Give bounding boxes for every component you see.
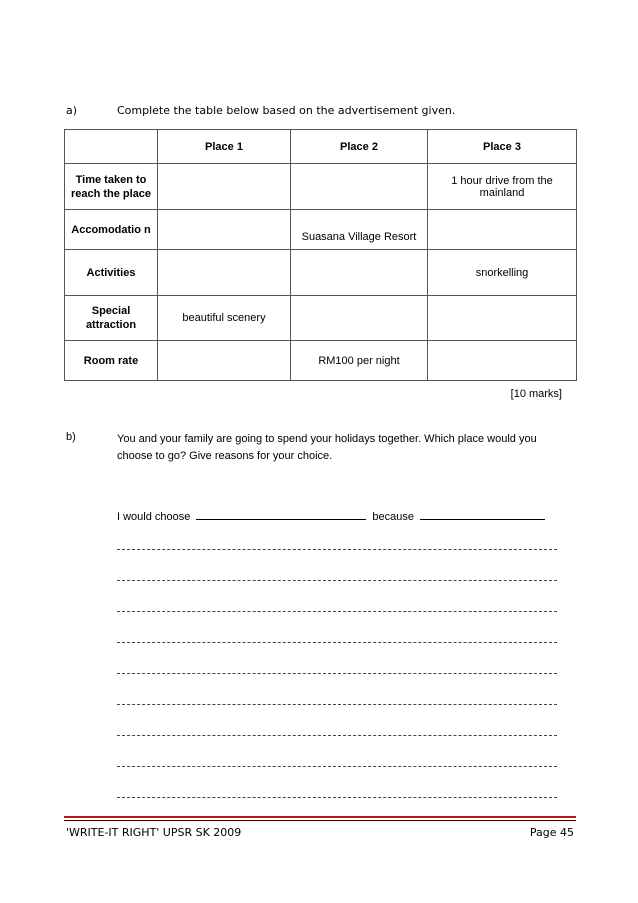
table-header-place-3: Place 3	[428, 130, 577, 164]
table-row	[65, 210, 577, 250]
table-cell	[291, 250, 428, 296]
table-cell	[428, 341, 577, 381]
writing-line[interactable]	[117, 673, 557, 674]
table-cell	[158, 210, 291, 250]
table-cell: beautiful scenery	[158, 296, 291, 341]
table-header-place-2: Place 2	[291, 130, 428, 164]
table-cell	[291, 296, 428, 341]
table-cell	[428, 210, 577, 250]
answer-table	[64, 129, 577, 381]
table-cell: Suasana Village Resort	[291, 210, 428, 250]
question-b-text: You and your family are going to spend your holidays together. Which place would you choose to go? Give reasons for your choice.	[117, 433, 537, 462]
table-cell: RM100 per night	[291, 341, 428, 381]
table-cell	[291, 164, 428, 210]
choose-sentence	[117, 509, 545, 523]
row-label-time-taken: Time taken to reach the place	[65, 164, 158, 210]
reason-answer-blank[interactable]	[420, 509, 545, 520]
table-header-row	[65, 130, 577, 164]
footer-divider-thin	[64, 820, 576, 821]
writing-line[interactable]	[117, 611, 557, 612]
writing-line[interactable]	[117, 735, 557, 736]
writing-line[interactable]	[117, 549, 557, 550]
question-a-instruction: Complete the table below based on the advertisement given.	[117, 104, 456, 117]
question-a-label: a)	[66, 104, 78, 117]
writing-line[interactable]	[117, 580, 557, 581]
table-cell	[158, 250, 291, 296]
footer-title: 'WRITE-IT RIGHT' UPSR SK 2009	[66, 826, 242, 839]
because-text: because	[372, 511, 414, 523]
footer-divider	[64, 816, 576, 818]
row-label-special-attraction: Special attraction	[65, 296, 158, 341]
table-row	[65, 341, 577, 381]
table-header-corner	[65, 130, 158, 164]
writing-line[interactable]	[117, 766, 557, 767]
marks-label: [10 marks]	[510, 388, 562, 400]
place-answer-blank[interactable]	[196, 509, 366, 520]
table-cell	[428, 296, 577, 341]
table-cell: snorkelling	[428, 250, 577, 296]
table-row	[65, 164, 577, 210]
row-label-accommodation: Accomodatio n	[65, 210, 158, 250]
table-cell	[158, 341, 291, 381]
table-row	[65, 250, 577, 296]
question-b-label: b)	[66, 431, 76, 443]
writing-line[interactable]	[117, 704, 557, 705]
table-header-place-1: Place 1	[158, 130, 291, 164]
writing-line[interactable]	[117, 797, 557, 798]
table-cell: 1 hour drive from the mainland	[428, 164, 577, 210]
table-row	[65, 296, 577, 341]
row-label-room-rate: Room rate	[65, 341, 158, 381]
writing-line[interactable]	[117, 642, 557, 643]
choose-text: I would choose	[117, 511, 191, 523]
page-number: Page 45	[529, 826, 574, 839]
row-label-activities: Activities	[65, 250, 158, 296]
table-cell	[158, 164, 291, 210]
